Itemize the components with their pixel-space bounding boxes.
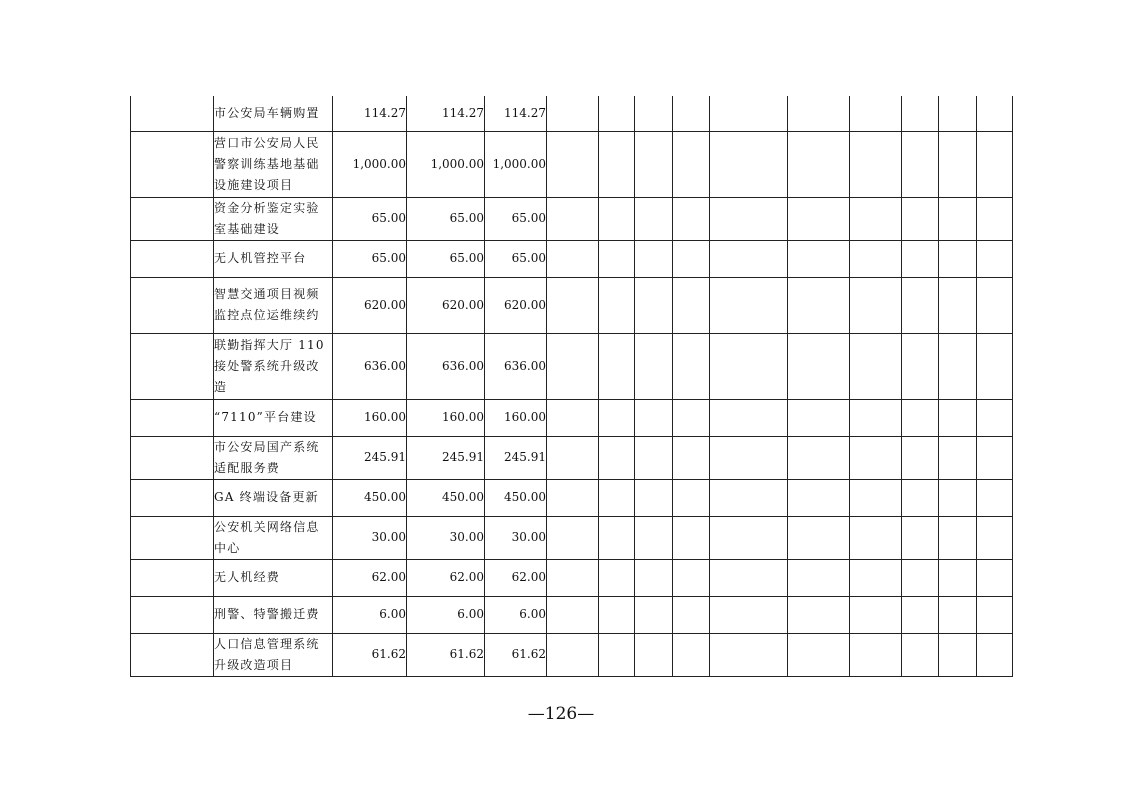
table-body bbox=[131, 96, 1013, 676]
blank-cell bbox=[599, 399, 635, 436]
amount-cell: 450.00 bbox=[485, 479, 547, 516]
blank-cell bbox=[902, 96, 939, 131]
table-row bbox=[131, 516, 1013, 559]
blank-cell bbox=[635, 197, 673, 240]
blank-cell bbox=[131, 633, 214, 676]
blank-cell bbox=[635, 131, 673, 197]
table-row bbox=[131, 633, 1013, 676]
amount-cell: 30.00 bbox=[407, 516, 485, 559]
blank-cell bbox=[673, 333, 710, 399]
budget-table bbox=[130, 96, 1013, 677]
blank-cell bbox=[710, 436, 788, 479]
blank-cell bbox=[939, 399, 977, 436]
amount-cell: 114.27 bbox=[333, 96, 407, 131]
table-row bbox=[131, 399, 1013, 436]
blank-cell bbox=[673, 633, 710, 676]
blank-cell bbox=[599, 516, 635, 559]
amount-cell: 62.00 bbox=[485, 559, 547, 596]
amount-cell: 62.00 bbox=[333, 559, 407, 596]
blank-cell bbox=[977, 96, 1013, 131]
amount-cell: 245.91 bbox=[333, 436, 407, 479]
project-name-cell: 无人机管控平台 bbox=[214, 240, 333, 277]
blank-cell bbox=[977, 436, 1013, 479]
blank-cell bbox=[673, 96, 710, 131]
blank-cell bbox=[547, 333, 599, 399]
blank-cell bbox=[977, 596, 1013, 633]
blank-cell bbox=[131, 479, 214, 516]
blank-cell bbox=[673, 559, 710, 596]
blank-cell bbox=[635, 96, 673, 131]
blank-cell bbox=[635, 559, 673, 596]
amount-cell: 636.00 bbox=[333, 333, 407, 399]
blank-cell bbox=[788, 559, 850, 596]
blank-cell bbox=[788, 516, 850, 559]
project-name-cell: 联勤指挥大厅 110接处警系统升级改造 bbox=[214, 333, 333, 399]
amount-cell: 245.91 bbox=[485, 436, 547, 479]
blank-cell bbox=[788, 240, 850, 277]
blank-cell bbox=[788, 131, 850, 197]
blank-cell bbox=[599, 333, 635, 399]
table-row bbox=[131, 596, 1013, 633]
blank-cell bbox=[788, 399, 850, 436]
blank-cell bbox=[547, 436, 599, 479]
amount-cell: 245.91 bbox=[407, 436, 485, 479]
blank-cell bbox=[977, 333, 1013, 399]
blank-cell bbox=[635, 479, 673, 516]
table-row bbox=[131, 197, 1013, 240]
blank-cell bbox=[635, 399, 673, 436]
project-name-cell: “7110”平台建设 bbox=[214, 399, 333, 436]
blank-cell bbox=[547, 633, 599, 676]
blank-cell bbox=[850, 197, 902, 240]
blank-cell bbox=[710, 559, 788, 596]
blank-cell bbox=[902, 277, 939, 333]
blank-cell bbox=[547, 596, 599, 633]
blank-cell bbox=[635, 333, 673, 399]
project-name-cell: 人口信息管理系统升级改造项目 bbox=[214, 633, 333, 676]
blank-cell bbox=[939, 131, 977, 197]
blank-cell bbox=[902, 633, 939, 676]
blank-cell bbox=[635, 240, 673, 277]
project-name-cell: 资金分析鉴定实验室基础建设 bbox=[214, 197, 333, 240]
project-name-cell: 营口市公安局人民警察训练基地基础设施建设项目 bbox=[214, 131, 333, 197]
amount-cell: 6.00 bbox=[333, 596, 407, 633]
blank-cell bbox=[710, 596, 788, 633]
table-row bbox=[131, 559, 1013, 596]
blank-cell bbox=[902, 559, 939, 596]
blank-cell bbox=[710, 333, 788, 399]
blank-cell bbox=[635, 436, 673, 479]
project-name-cell: 刑警、特警搬迁费 bbox=[214, 596, 333, 633]
blank-cell bbox=[850, 596, 902, 633]
blank-cell bbox=[939, 197, 977, 240]
blank-cell bbox=[788, 277, 850, 333]
blank-cell bbox=[977, 131, 1013, 197]
blank-cell bbox=[131, 399, 214, 436]
blank-cell bbox=[788, 633, 850, 676]
blank-cell bbox=[977, 277, 1013, 333]
blank-cell bbox=[635, 277, 673, 333]
blank-cell bbox=[788, 436, 850, 479]
blank-cell bbox=[131, 436, 214, 479]
blank-cell bbox=[673, 516, 710, 559]
blank-cell bbox=[599, 436, 635, 479]
blank-cell bbox=[599, 596, 635, 633]
blank-cell bbox=[673, 197, 710, 240]
blank-cell bbox=[902, 436, 939, 479]
blank-cell bbox=[547, 559, 599, 596]
amount-cell: 65.00 bbox=[333, 240, 407, 277]
amount-cell: 620.00 bbox=[333, 277, 407, 333]
blank-cell bbox=[547, 131, 599, 197]
blank-cell bbox=[599, 197, 635, 240]
blank-cell bbox=[939, 436, 977, 479]
blank-cell bbox=[599, 277, 635, 333]
amount-cell: 65.00 bbox=[333, 197, 407, 240]
project-name-cell: 无人机经费 bbox=[214, 559, 333, 596]
project-name-cell: GA 终端设备更新 bbox=[214, 479, 333, 516]
blank-cell bbox=[977, 633, 1013, 676]
blank-cell bbox=[977, 479, 1013, 516]
table-row bbox=[131, 479, 1013, 516]
amount-cell: 160.00 bbox=[485, 399, 547, 436]
blank-cell bbox=[131, 559, 214, 596]
blank-cell bbox=[977, 559, 1013, 596]
blank-cell bbox=[131, 516, 214, 559]
table-row bbox=[131, 277, 1013, 333]
blank-cell bbox=[673, 399, 710, 436]
blank-cell bbox=[547, 277, 599, 333]
blank-cell bbox=[977, 197, 1013, 240]
amount-cell: 61.62 bbox=[407, 633, 485, 676]
blank-cell bbox=[850, 240, 902, 277]
blank-cell bbox=[635, 633, 673, 676]
blank-cell bbox=[710, 197, 788, 240]
blank-cell bbox=[599, 240, 635, 277]
blank-cell bbox=[850, 479, 902, 516]
amount-cell: 30.00 bbox=[485, 516, 547, 559]
blank-cell bbox=[850, 633, 902, 676]
blank-cell bbox=[599, 96, 635, 131]
blank-cell bbox=[673, 596, 710, 633]
page-number: —126— bbox=[527, 704, 595, 724]
amount-cell: 450.00 bbox=[333, 479, 407, 516]
blank-cell bbox=[547, 197, 599, 240]
blank-cell bbox=[673, 240, 710, 277]
blank-cell bbox=[939, 277, 977, 333]
blank-cell bbox=[710, 399, 788, 436]
blank-cell bbox=[939, 633, 977, 676]
amount-cell: 1,000.00 bbox=[333, 131, 407, 197]
blank-cell bbox=[673, 277, 710, 333]
amount-cell: 65.00 bbox=[407, 240, 485, 277]
blank-cell bbox=[788, 596, 850, 633]
blank-cell bbox=[850, 277, 902, 333]
blank-cell bbox=[547, 240, 599, 277]
blank-cell bbox=[673, 479, 710, 516]
blank-cell bbox=[131, 131, 214, 197]
blank-cell bbox=[710, 131, 788, 197]
blank-cell bbox=[902, 333, 939, 399]
amount-cell: 1,000.00 bbox=[407, 131, 485, 197]
amount-cell: 636.00 bbox=[407, 333, 485, 399]
blank-cell bbox=[635, 596, 673, 633]
amount-cell: 6.00 bbox=[485, 596, 547, 633]
blank-cell bbox=[977, 516, 1013, 559]
blank-cell bbox=[547, 479, 599, 516]
blank-cell bbox=[939, 516, 977, 559]
blank-cell bbox=[850, 516, 902, 559]
blank-cell bbox=[850, 131, 902, 197]
blank-cell bbox=[850, 436, 902, 479]
blank-cell bbox=[131, 96, 214, 131]
blank-cell bbox=[939, 479, 977, 516]
blank-cell bbox=[850, 96, 902, 131]
amount-cell: 114.27 bbox=[407, 96, 485, 131]
project-name-cell: 公安机关网络信息中心 bbox=[214, 516, 333, 559]
blank-cell bbox=[547, 516, 599, 559]
amount-cell: 636.00 bbox=[485, 333, 547, 399]
blank-cell bbox=[902, 516, 939, 559]
blank-cell bbox=[710, 479, 788, 516]
blank-cell bbox=[710, 96, 788, 131]
blank-cell bbox=[710, 240, 788, 277]
amount-cell: 114.27 bbox=[485, 96, 547, 131]
blank-cell bbox=[131, 596, 214, 633]
blank-cell bbox=[939, 559, 977, 596]
blank-cell bbox=[635, 516, 673, 559]
amount-cell: 65.00 bbox=[407, 197, 485, 240]
blank-cell bbox=[902, 596, 939, 633]
amount-cell: 160.00 bbox=[407, 399, 485, 436]
project-name-cell: 市公安局车辆购置 bbox=[214, 96, 333, 131]
blank-cell bbox=[710, 633, 788, 676]
table-row bbox=[131, 240, 1013, 277]
amount-cell: 620.00 bbox=[485, 277, 547, 333]
blank-cell bbox=[902, 399, 939, 436]
blank-cell bbox=[902, 479, 939, 516]
amount-cell: 1,000.00 bbox=[485, 131, 547, 197]
blank-cell bbox=[939, 96, 977, 131]
blank-cell bbox=[850, 333, 902, 399]
amount-cell: 62.00 bbox=[407, 559, 485, 596]
blank-cell bbox=[788, 333, 850, 399]
blank-cell bbox=[977, 399, 1013, 436]
blank-cell bbox=[673, 436, 710, 479]
table-row bbox=[131, 333, 1013, 399]
blank-cell bbox=[902, 240, 939, 277]
blank-cell bbox=[902, 197, 939, 240]
project-name-cell: 智慧交通项目视频监控点位运维续约 bbox=[214, 277, 333, 333]
blank-cell bbox=[599, 479, 635, 516]
blank-cell bbox=[850, 399, 902, 436]
blank-cell bbox=[131, 240, 214, 277]
blank-cell bbox=[599, 559, 635, 596]
blank-cell bbox=[939, 333, 977, 399]
blank-cell bbox=[939, 240, 977, 277]
amount-cell: 450.00 bbox=[407, 479, 485, 516]
amount-cell: 65.00 bbox=[485, 197, 547, 240]
blank-cell bbox=[547, 399, 599, 436]
blank-cell bbox=[599, 633, 635, 676]
project-name-cell: 市公安局国产系统适配服务费 bbox=[214, 436, 333, 479]
blank-cell bbox=[788, 197, 850, 240]
table-row bbox=[131, 131, 1013, 197]
blank-cell bbox=[977, 240, 1013, 277]
blank-cell bbox=[673, 131, 710, 197]
amount-cell: 160.00 bbox=[333, 399, 407, 436]
blank-cell bbox=[788, 479, 850, 516]
blank-cell bbox=[939, 596, 977, 633]
blank-cell bbox=[710, 516, 788, 559]
amount-cell: 620.00 bbox=[407, 277, 485, 333]
blank-cell bbox=[710, 277, 788, 333]
blank-cell bbox=[850, 559, 902, 596]
amount-cell: 30.00 bbox=[333, 516, 407, 559]
amount-cell: 6.00 bbox=[407, 596, 485, 633]
blank-cell bbox=[131, 197, 214, 240]
amount-cell: 61.62 bbox=[485, 633, 547, 676]
blank-cell bbox=[131, 277, 214, 333]
blank-cell bbox=[788, 96, 850, 131]
table-row bbox=[131, 436, 1013, 479]
blank-cell bbox=[547, 96, 599, 131]
amount-cell: 65.00 bbox=[485, 240, 547, 277]
blank-cell bbox=[599, 131, 635, 197]
blank-cell bbox=[131, 333, 214, 399]
table-row bbox=[131, 96, 1013, 131]
blank-cell bbox=[902, 131, 939, 197]
amount-cell: 61.62 bbox=[333, 633, 407, 676]
